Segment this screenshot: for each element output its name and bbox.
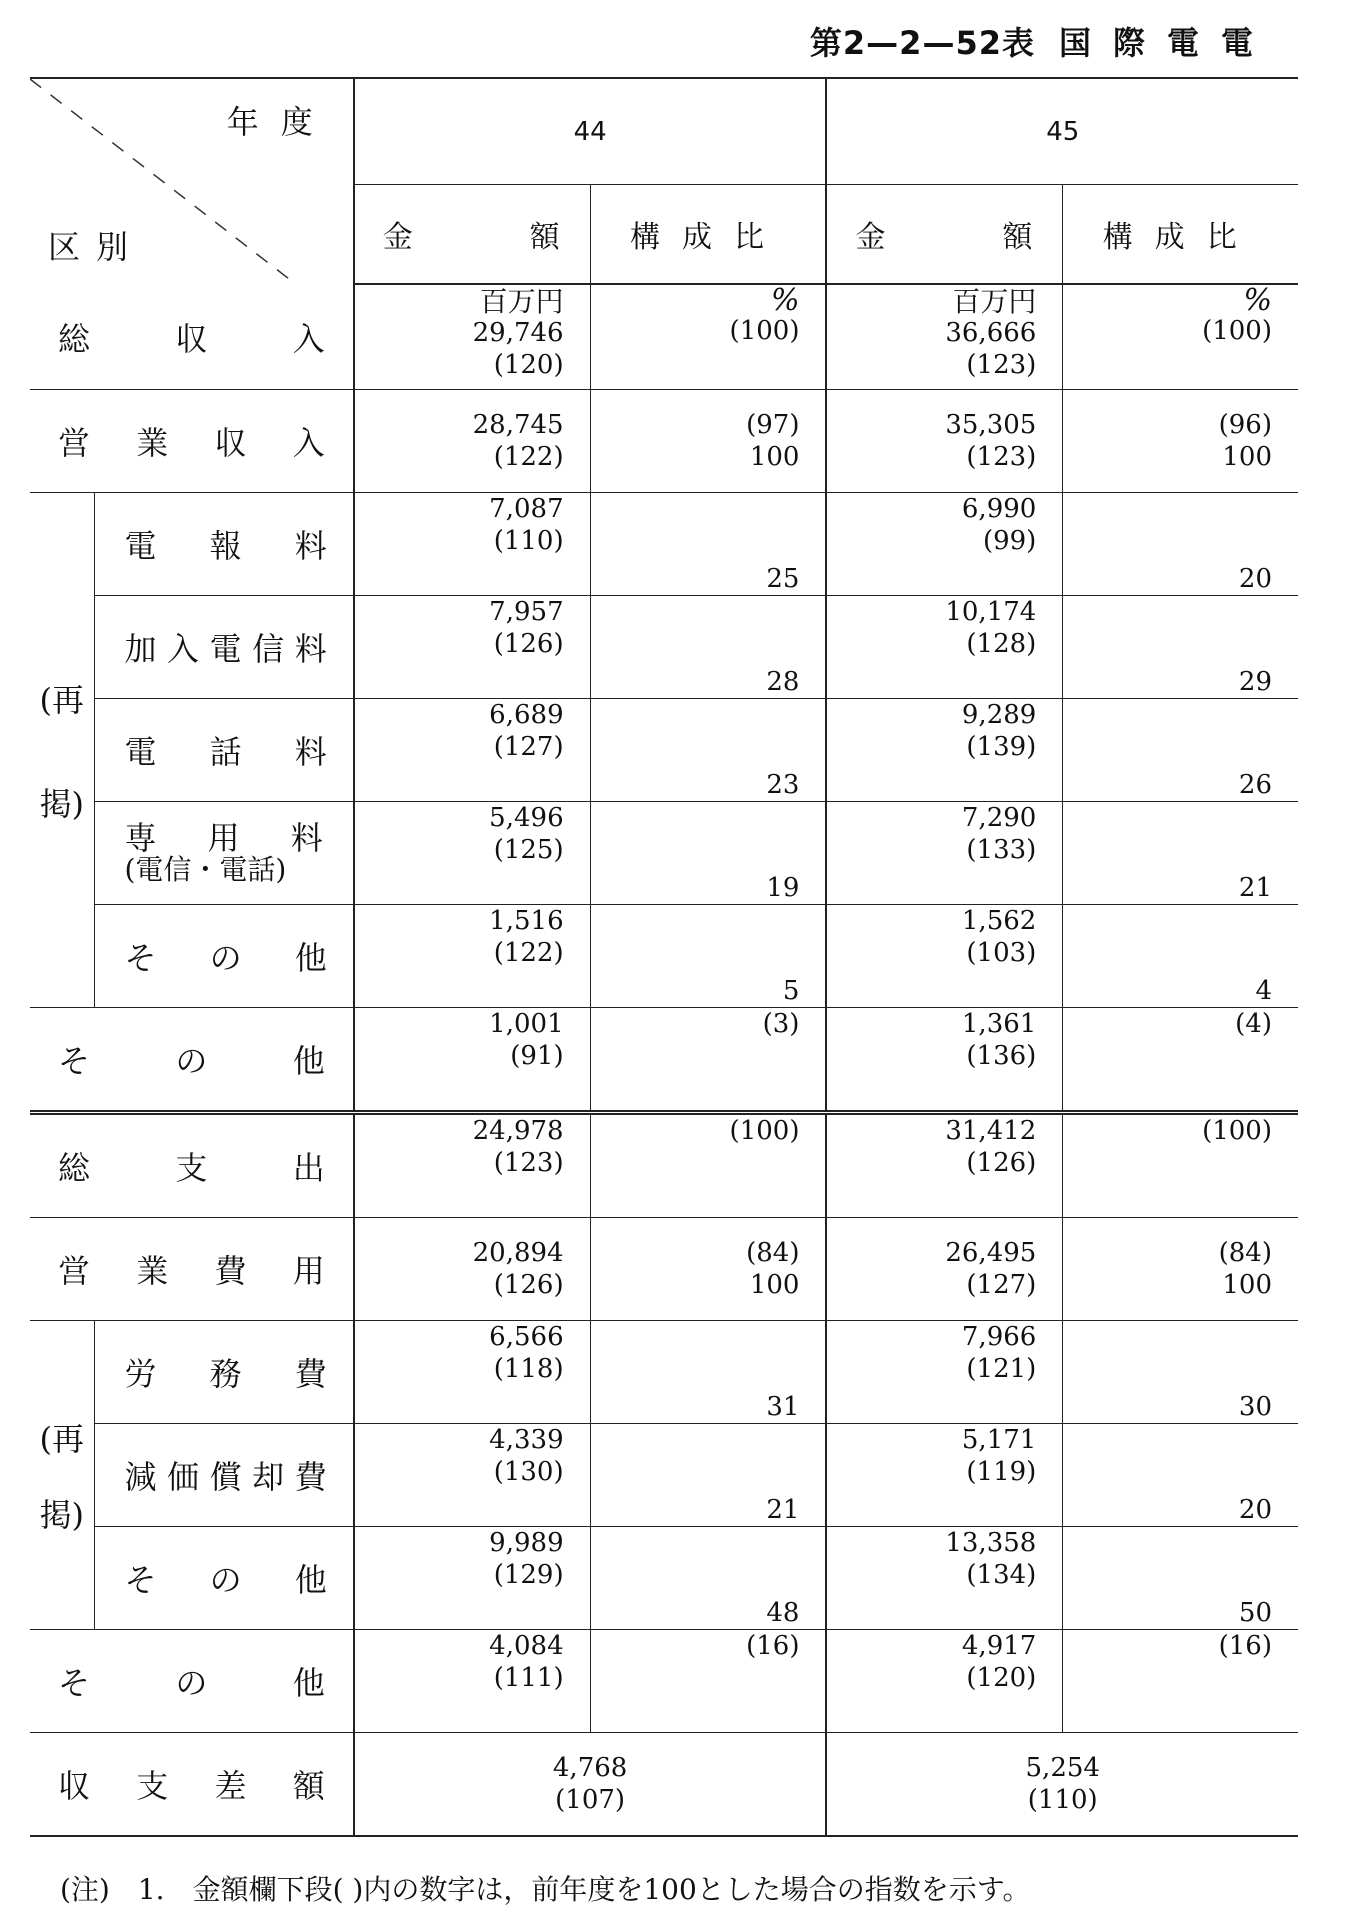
row-label: 営 業 費 用: [58, 1252, 325, 1290]
ratio-cell: (4): [1063, 1008, 1298, 1113]
ratio-cell: % (100): [590, 284, 826, 390]
ratio-cell: 48: [590, 1527, 826, 1630]
table-row: [30, 1113, 1298, 1218]
recap-label: (再 掲): [30, 1321, 94, 1630]
ratio-cell: 30: [1063, 1321, 1298, 1424]
row-label: そ の 他: [58, 1042, 325, 1080]
ratio-cell: 20: [1063, 493, 1298, 596]
ratio-cell: (96) 100: [1063, 390, 1298, 493]
ratio-cell: 23: [590, 699, 826, 802]
ratio-cell: 21: [1063, 802, 1298, 905]
row-label: 減 価 償 却 費: [124, 1458, 327, 1496]
amount-cell: 10,174 (128): [826, 596, 1062, 699]
ratio-cell: 4: [1063, 905, 1298, 1008]
ratio-cell: 50: [1063, 1527, 1298, 1630]
table-row: [30, 1733, 1298, 1837]
ratio-header-45: 構成比: [1063, 185, 1298, 285]
amount-cell: 4,339 (130): [354, 1424, 590, 1527]
ratio-cell: (84) 100: [590, 1218, 826, 1321]
year-header-44: 44: [354, 78, 827, 185]
table-row: [30, 493, 1298, 596]
header-corner: [30, 78, 354, 284]
table-row: [30, 1630, 1298, 1733]
table-row: [30, 905, 1298, 1008]
amount-cell: 7,957 (126): [354, 596, 590, 699]
table-row: [30, 284, 1298, 390]
table-row: [30, 1218, 1298, 1321]
row-label: 収 支 差 額: [58, 1767, 325, 1805]
amount-cell: 1,361 (136): [826, 1008, 1062, 1113]
amount-cell: 7,087 (110): [354, 493, 590, 596]
recap-label: (再 掲): [30, 493, 94, 1008]
amount-cell: 6,990 (99): [826, 493, 1062, 596]
ratio-cell: 28: [590, 596, 826, 699]
amount-cell: 35,305 (123): [826, 390, 1062, 493]
ratio-cell: 21: [590, 1424, 826, 1527]
amount-cell: 6,566 (118): [354, 1321, 590, 1424]
amount-cell: 31,412 (126): [826, 1113, 1062, 1218]
row-label: 加 入 電 信 料: [124, 630, 327, 668]
table-row: [30, 1321, 1298, 1424]
amount-cell: 9,989 (129): [354, 1527, 590, 1630]
table-title: [810, 18, 1275, 64]
amount-cell: 28,745 (122): [354, 390, 590, 493]
ratio-cell: (16): [1063, 1630, 1298, 1733]
amount-header-45: 金 額: [826, 185, 1062, 285]
amount-cell: 20,894 (126): [354, 1218, 590, 1321]
ratio-cell: (3): [590, 1008, 826, 1113]
finance-table: [30, 77, 1298, 1837]
ratio-cell: (16): [590, 1630, 826, 1733]
balance-cell-45: 5,254 (110): [826, 1733, 1298, 1837]
table-row: [30, 1527, 1298, 1630]
amount-cell: 1,562 (103): [826, 905, 1062, 1008]
year-header-label: 年度: [226, 103, 335, 141]
table-row: [30, 1008, 1298, 1113]
ratio-cell: 20: [1063, 1424, 1298, 1527]
ratio-cell: 25: [590, 493, 826, 596]
amount-cell: 5,171 (119): [826, 1424, 1062, 1527]
amount-header-44: 金 額: [354, 185, 590, 285]
ratio-cell: (100): [1063, 1113, 1298, 1218]
footnote-number: 1.: [137, 1873, 165, 1906]
amount-cell: 7,290 (133): [826, 802, 1062, 905]
amount-cell: 百万円 36,666 (123): [826, 284, 1062, 390]
ratio-cell: (100): [590, 1113, 826, 1218]
amount-cell: 1,001 (91): [354, 1008, 590, 1113]
row-label: 専 用 料 (電信・電話): [124, 819, 323, 886]
amount-cell: 4,917 (120): [826, 1630, 1062, 1733]
ratio-cell: 19: [590, 802, 826, 905]
ratio-cell: 5: [590, 905, 826, 1008]
amount-cell: 24,978 (123): [354, 1113, 590, 1218]
amount-cell: 9,289 (139): [826, 699, 1062, 802]
table-row: [30, 1424, 1298, 1527]
table-row: [30, 802, 1298, 905]
ratio-cell: 26: [1063, 699, 1298, 802]
row-label: そ の 他: [124, 1561, 327, 1599]
row-label: 労 務 費: [124, 1355, 327, 1393]
balance-cell-44: 4,768 (107): [354, 1733, 827, 1837]
table-row: [30, 390, 1298, 493]
row-label: 電 話 料: [124, 733, 327, 771]
ratio-cell: (97) 100: [590, 390, 826, 493]
footnote: [60, 1868, 1031, 1908]
table-row: [30, 699, 1298, 802]
amount-cell: 5,496 (125): [354, 802, 590, 905]
ratio-cell: (84) 100: [1063, 1218, 1298, 1321]
table-code: 第2—2—52表: [809, 24, 1035, 62]
ratio-cell: 31: [590, 1321, 826, 1424]
amount-cell: 7,966 (121): [826, 1321, 1062, 1424]
ratio-cell: % (100): [1063, 284, 1298, 390]
category-header-label: 区別: [48, 228, 145, 266]
amount-cell: 13,358 (134): [826, 1527, 1062, 1630]
amount-cell: 1,516 (122): [354, 905, 590, 1008]
ratio-header-44: 構成比: [590, 185, 826, 285]
amount-cell: 百万円 29,746 (120): [354, 284, 590, 390]
row-label: 電 報 料: [124, 527, 327, 565]
footnote-prefix: (注): [60, 1873, 110, 1906]
table-row: [30, 596, 1298, 699]
amount-cell: 26,495 (127): [826, 1218, 1062, 1321]
table-name: 国際電電: [1058, 24, 1275, 62]
ratio-cell: 29: [1063, 596, 1298, 699]
year-header-45: 45: [826, 78, 1298, 185]
amount-cell: 6,689 (127): [354, 699, 590, 802]
row-label: 総 収 入: [58, 319, 325, 358]
row-label: 営 業 収 入: [58, 424, 325, 462]
row-label: そ の 他: [58, 1664, 325, 1702]
footnote-text: 金額欄下段( )内の数字は，前年度を100とした場合の指数を示す。: [192, 1873, 1031, 1906]
row-label: 総 支 出: [58, 1149, 325, 1187]
amount-cell: 4,084 (111): [354, 1630, 590, 1733]
row-label: そ の 他: [124, 939, 327, 977]
